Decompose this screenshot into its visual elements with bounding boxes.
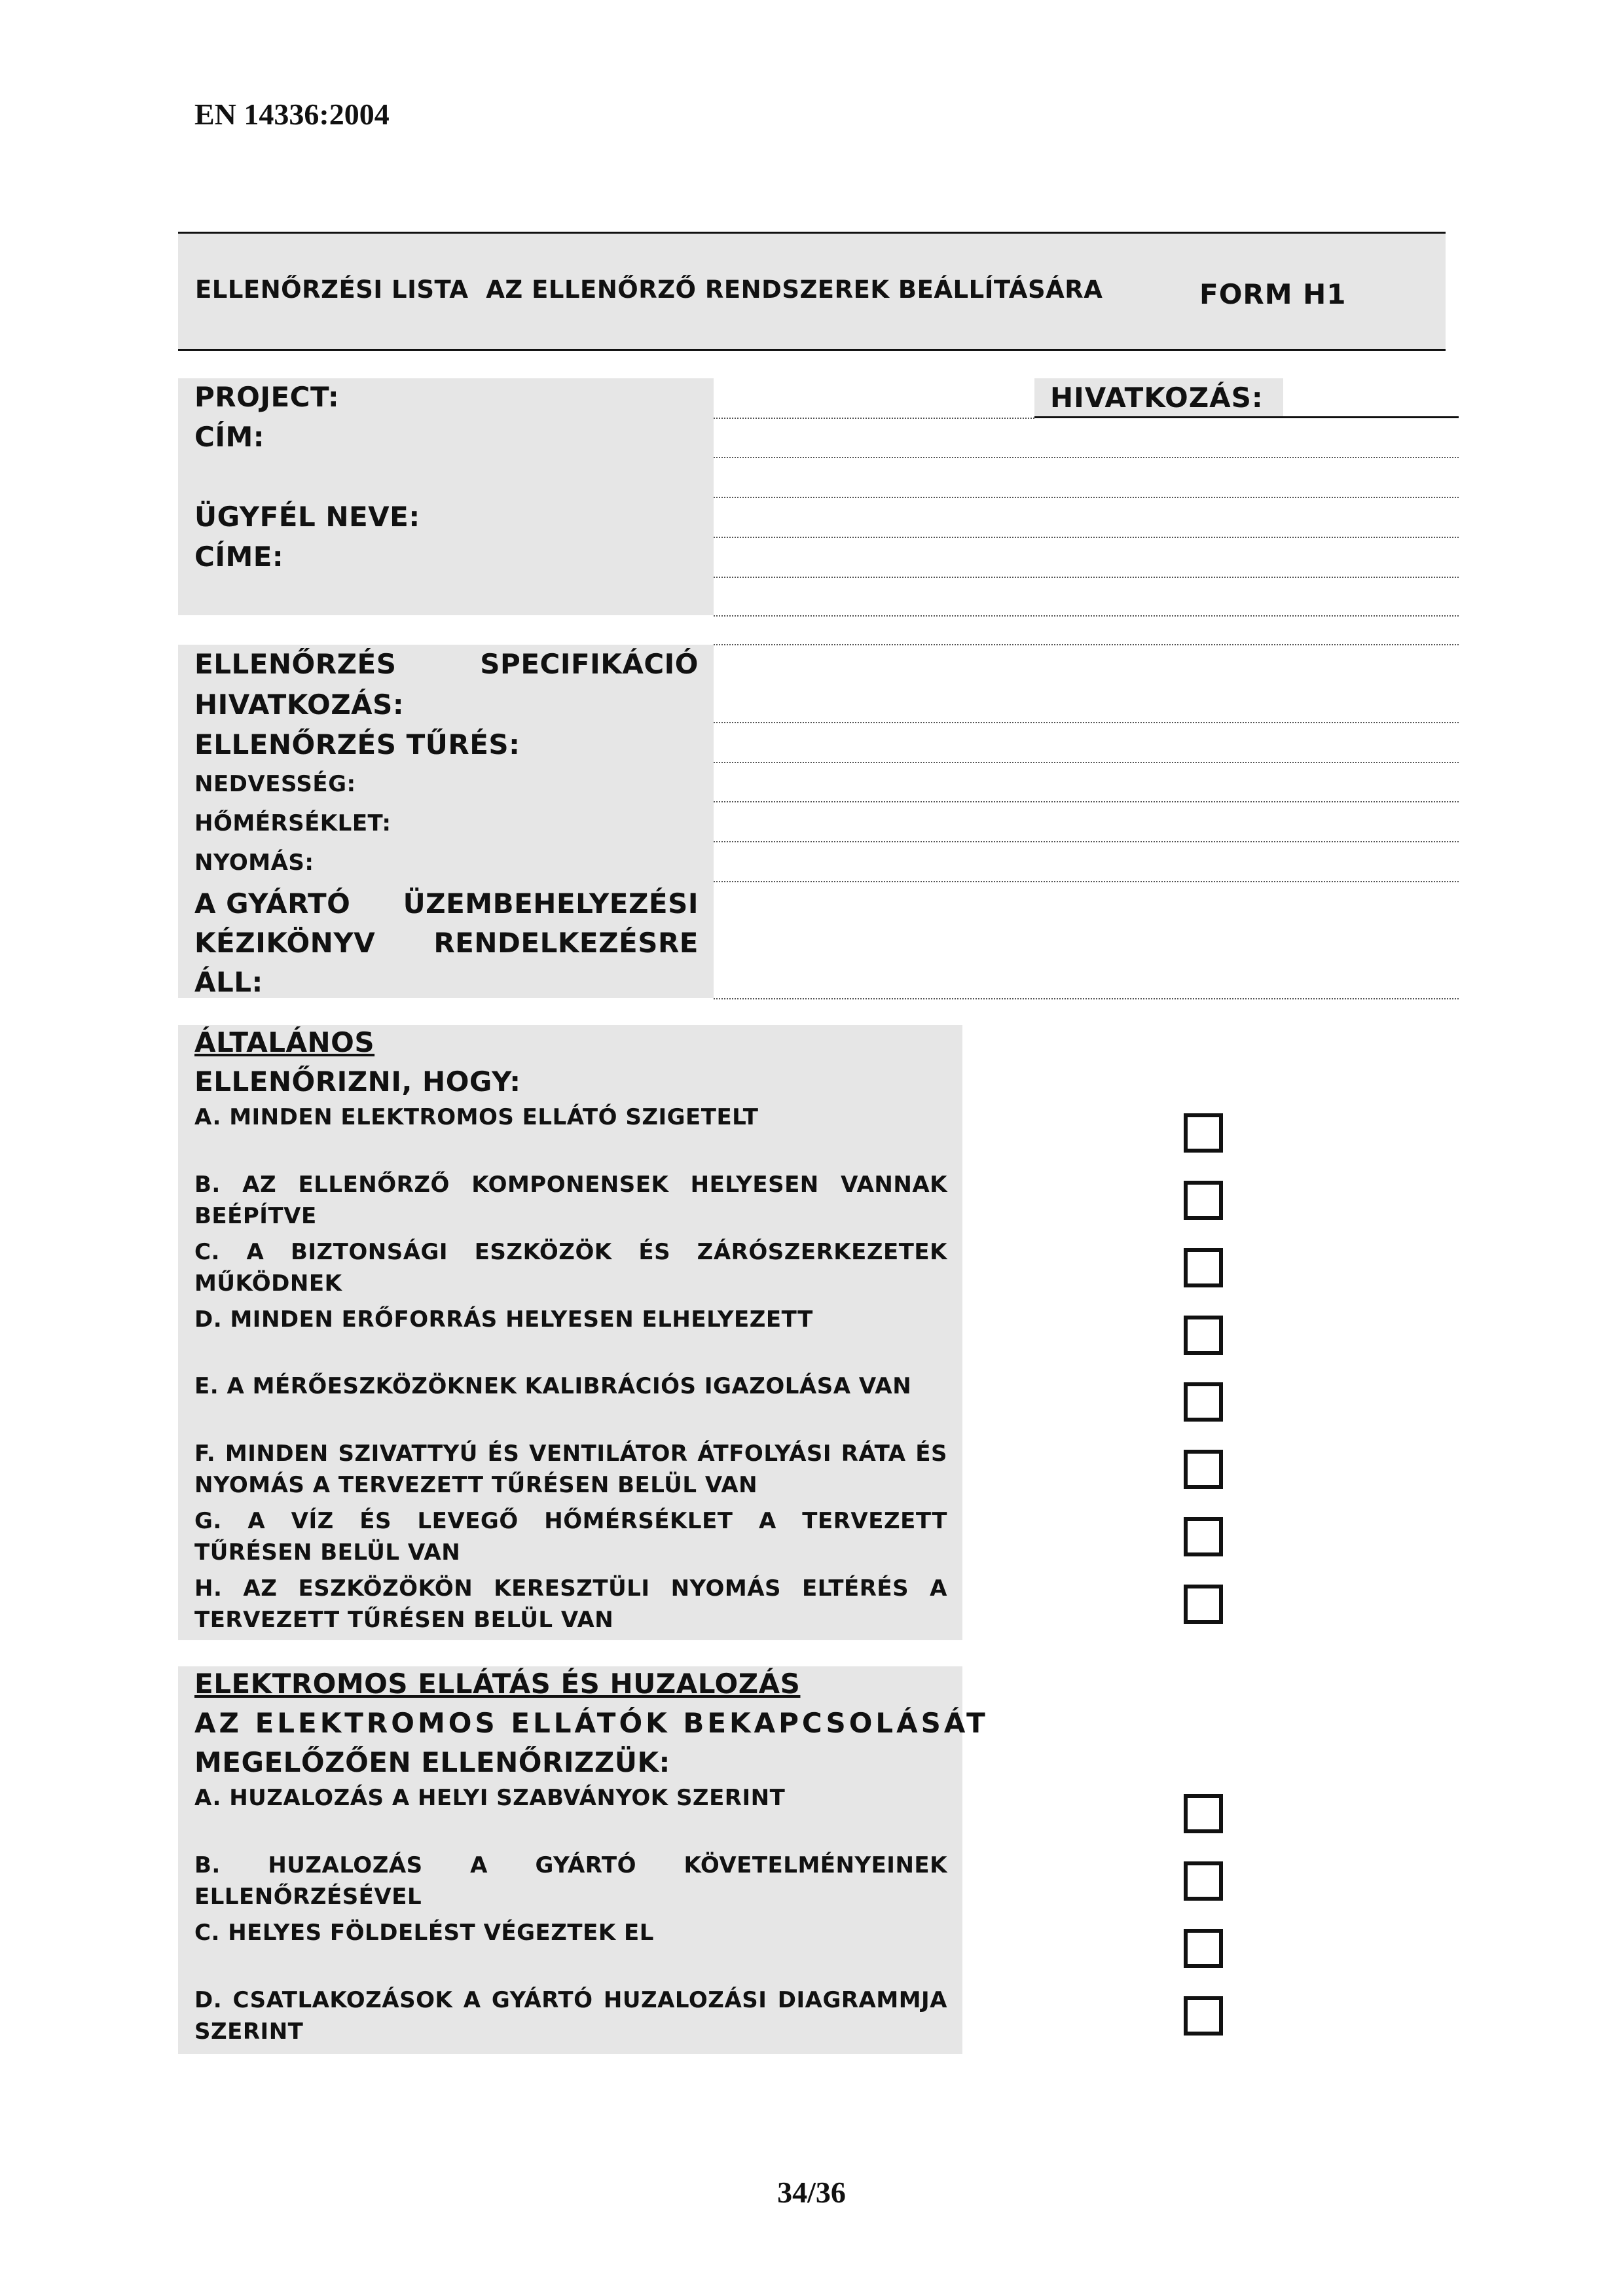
tolerance-label: ELLENŐRZÉS TŰRÉS: bbox=[194, 728, 520, 761]
electrical-section-subtitle-2: MEGELŐZŐEN ELLENŐRIZZÜK: bbox=[194, 1746, 670, 1778]
general-section-title: ÁLTALÁNOS bbox=[194, 1026, 375, 1058]
general-checkbox-h[interactable] bbox=[1184, 1585, 1223, 1624]
general-item-e: E. A MÉRŐESZKÖZÖKNEK KALIBRÁCIÓS IGAZOLÁSA VAN bbox=[194, 1373, 912, 1399]
client-name-field-line[interactable] bbox=[714, 537, 1459, 538]
manual-label-line-3: ÁLL: bbox=[194, 966, 263, 998]
address-field-line[interactable] bbox=[714, 457, 1459, 458]
manual-label-line-1 bbox=[194, 888, 699, 920]
spec-reference-label bbox=[194, 648, 699, 680]
manual-label-line-2 bbox=[194, 927, 699, 959]
electrical-section-title: ELEKTROMOS ELLÁTÁS ÉS HUZALOZÁS bbox=[194, 1668, 801, 1700]
electrical-item-a: A. HUZALOZÁS A HELYI SZABVÁNYOK SZERINT bbox=[194, 1785, 786, 1811]
address-label: CÍM: bbox=[194, 421, 265, 453]
temperature-label: HŐMÉRSÉKLET: bbox=[194, 810, 392, 836]
spec-reference-field-line[interactable] bbox=[714, 722, 1459, 723]
general-checkbox-b[interactable] bbox=[1184, 1181, 1223, 1220]
general-item-a: A. MINDEN ELEKTROMOS ELLÁTÓ SZIGETELT bbox=[194, 1104, 759, 1130]
page-number: 34/36 bbox=[777, 2176, 846, 2209]
electrical-item-b: B. HUZALOZÁS A GYÁRTÓ KÖVETELMÉNYEINEK ELLENŐRZÉSÉVEL bbox=[194, 1852, 947, 1910]
electrical-item-d: D. CSATLAKOZÁSOK A GYÁRTÓ HUZALOZÁSI DIAGRAMMJA SZERINT bbox=[194, 1987, 947, 2045]
electrical-section-subtitle-1: AZ ELEKTROMOS ELLÁTÓK BEKAPCSOLÁSÁT bbox=[194, 1707, 989, 1739]
general-checkbox-e[interactable] bbox=[1184, 1382, 1223, 1422]
general-item-h: H. AZ ESZKÖZÖKÖN KERESZTÜLI NYOMÁS ELTÉRÉS A TERVEZETT TŰRÉSEN BELÜL VAN bbox=[194, 1575, 947, 1633]
spec-reference-label-a: ELLENŐRZÉS bbox=[194, 648, 397, 680]
general-checkbox-d[interactable] bbox=[1184, 1316, 1223, 1355]
electrical-item-c: C. HELYES FÖLDELÉST VÉGEZTEK EL bbox=[194, 1920, 654, 1946]
pressure-label: NYOMÁS: bbox=[194, 850, 314, 876]
electrical-checkbox-b[interactable] bbox=[1184, 1861, 1223, 1901]
tolerance-field-line[interactable] bbox=[714, 762, 1459, 763]
project-field-line[interactable] bbox=[714, 418, 1034, 419]
client-address-field-line-2[interactable] bbox=[714, 615, 1459, 617]
general-checkbox-f[interactable] bbox=[1184, 1450, 1223, 1489]
electrical-checkbox-c[interactable] bbox=[1184, 1929, 1223, 1968]
general-checkbox-g[interactable] bbox=[1184, 1517, 1223, 1556]
electrical-checkbox-a[interactable] bbox=[1184, 1794, 1223, 1833]
spec-reference-label-2: HIVATKOZÁS: bbox=[194, 689, 405, 721]
general-checkbox-a[interactable] bbox=[1184, 1113, 1223, 1153]
manual-label-2b: RENDELKEZÉSRE bbox=[433, 927, 699, 959]
pressure-field-line[interactable] bbox=[714, 881, 1459, 882]
client-address-field-line[interactable] bbox=[714, 577, 1459, 578]
general-item-d: D. MINDEN ERŐFORRÁS HELYESEN ELHELYEZETT bbox=[194, 1306, 813, 1333]
client-name-label: ÜGYFÉL NEVE: bbox=[194, 501, 420, 533]
form-code: FORM H1 bbox=[1199, 278, 1347, 310]
project-label: PROJECT: bbox=[194, 381, 340, 413]
general-item-b: B. AZ ELLENŐRZŐ KOMPONENSEK HELYESEN VANNAK BEÉPÍTVE bbox=[194, 1172, 947, 1229]
general-checkbox-c[interactable] bbox=[1184, 1248, 1223, 1287]
electrical-checkbox-d[interactable] bbox=[1184, 1996, 1223, 2036]
form-title: ELLENŐRZÉSI LISTA AZ ELLENŐRZŐ RENDSZEREK BEÁLLÍTÁSÁRA bbox=[195, 276, 1103, 304]
manual-field-line[interactable] bbox=[714, 998, 1459, 999]
general-item-g: G. A VÍZ ÉS LEVEGŐ HŐMÉRSÉKLET A TERVEZETT TŰRÉSEN BELÜL VAN bbox=[194, 1508, 947, 1566]
spec-reference-label-b: SPECIFIKÁCIÓ bbox=[480, 648, 699, 680]
reference-label: HIVATKOZÁS: bbox=[1034, 378, 1283, 416]
general-section-subtitle: ELLENŐRIZNI, HOGY: bbox=[194, 1066, 521, 1098]
separator-line bbox=[714, 644, 1459, 645]
project-label-box bbox=[178, 378, 714, 615]
manual-label-1b: ÜZEMBEHELYEZÉSI bbox=[403, 888, 699, 920]
client-address-label: CÍME: bbox=[194, 541, 284, 573]
standard-number: EN 14336:2004 bbox=[194, 98, 390, 131]
address-field-line-2[interactable] bbox=[714, 497, 1459, 498]
general-item-f: F. MINDEN SZIVATTYÚ ÉS VENTILÁTOR ÁTFOLYÁSI RÁTA ÉS NYOMÁS A TERVEZETT TŰRÉSEN BELÜL VAN bbox=[194, 1441, 947, 1498]
reference-underline bbox=[1034, 416, 1459, 418]
temperature-field-line[interactable] bbox=[714, 841, 1459, 842]
form-title-band bbox=[178, 232, 1446, 351]
manual-label-2a: KÉZIKÖNYV bbox=[194, 927, 376, 959]
general-item-c: C. A BIZTONSÁGI ESZKÖZÖK ÉS ZÁRÓSZERKEZETEK MŰKÖDNEK bbox=[194, 1239, 947, 1297]
humidity-label: NEDVESSÉG: bbox=[194, 771, 356, 797]
manual-label-1a: A GYÁRTÓ bbox=[194, 888, 351, 920]
humidity-field-line[interactable] bbox=[714, 801, 1459, 802]
